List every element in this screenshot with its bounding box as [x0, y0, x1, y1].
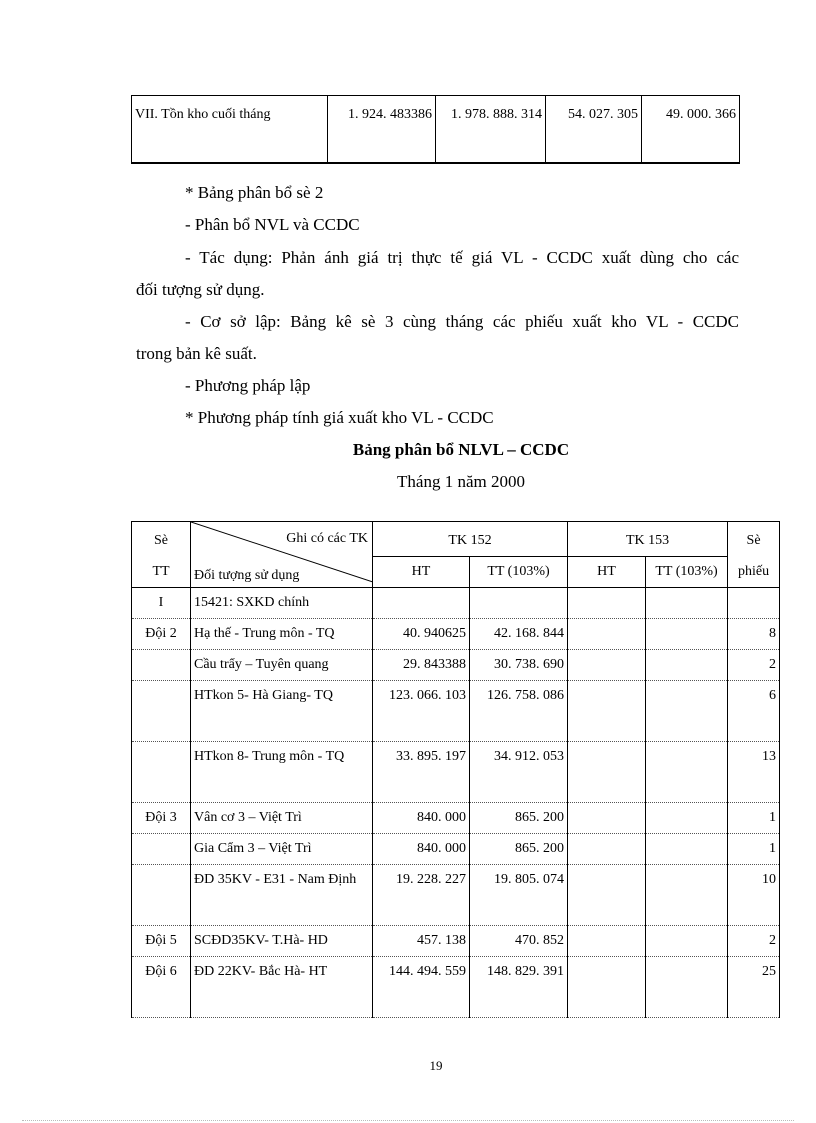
row-ht152: 19. 228. 227 — [373, 865, 470, 926]
row-phieu: 6 — [728, 681, 780, 742]
row-tt153 — [646, 650, 728, 681]
row-name: Hạ thế - Trung môn - TQ — [191, 619, 373, 650]
row-ht152: 33. 895. 197 — [373, 742, 470, 803]
row-tt153 — [646, 957, 728, 1018]
row-ht153 — [568, 926, 646, 957]
paragraph: * Phương pháp tính giá xuất kho VL - CCDC — [185, 408, 494, 427]
row-tt152: 470. 852 — [470, 926, 568, 957]
table-row — [132, 742, 780, 803]
header-cell: Sè — [728, 522, 780, 557]
row-ht153 — [568, 834, 646, 865]
row-ht153 — [568, 803, 646, 834]
row-stt: Đội 2 — [132, 619, 191, 650]
row-tt152: 42. 168. 844 — [470, 619, 568, 650]
row-ht152: 144. 494. 559 — [373, 957, 470, 1018]
table-cell: VII. Tồn kho cuối tháng — [132, 96, 328, 164]
row-ht153 — [568, 650, 646, 681]
closing-inventory-table — [131, 95, 740, 164]
row-tt153 — [646, 834, 728, 865]
table-row — [132, 834, 780, 865]
row-ht152: 840. 000 — [373, 803, 470, 834]
header-cell: TT (103%) — [470, 557, 568, 588]
diagonal-header-cell — [191, 522, 373, 588]
paragraph: - Phân bổ NVL và CCDC — [185, 215, 360, 234]
row-tt152: 865. 200 — [470, 834, 568, 865]
row-ht152: 840. 000 — [373, 834, 470, 865]
paragraph: - Phương pháp lập — [185, 376, 311, 395]
row-ht153 — [568, 957, 646, 1018]
table-row — [132, 926, 780, 957]
table-cell: 49. 000. 366 — [642, 96, 740, 164]
row-name: ĐD 35KV - E31 - Nam Định — [191, 865, 373, 926]
header-cell: TT (103%) — [646, 557, 728, 588]
row-ht153 — [568, 742, 646, 803]
row-ht152: 40. 940625 — [373, 619, 470, 650]
row-ht152: 457. 138 — [373, 926, 470, 957]
table-row — [132, 588, 780, 619]
row-phieu: 2 — [728, 650, 780, 681]
paragraph: - Tác dụng: Phản ánh giá trị thực tế giá VL - CCDC xuất dùng cho các — [185, 248, 739, 267]
row-name: HTkon 5- Hà Giang- TQ — [191, 681, 373, 742]
table-row — [132, 681, 780, 742]
row-ht153 — [568, 865, 646, 926]
header-cell: Sè — [132, 522, 191, 557]
row-tt153 — [646, 619, 728, 650]
allocation-table — [131, 521, 780, 1018]
row-ht152: 29. 843388 — [373, 650, 470, 681]
table-row — [132, 650, 780, 681]
table-row — [132, 865, 780, 926]
header-cell: HT — [373, 557, 470, 588]
row-phieu: 1 — [728, 834, 780, 865]
row-phieu: 2 — [728, 926, 780, 957]
row-tt152 — [470, 588, 568, 619]
row-tt153 — [646, 926, 728, 957]
header-cell: TT — [132, 557, 191, 588]
row-phieu — [728, 588, 780, 619]
row-stt: Đội 6 — [132, 957, 191, 1018]
row-tt153 — [646, 588, 728, 619]
paragraph: trong bản kê suất. — [136, 344, 257, 363]
table-row — [132, 96, 740, 164]
table-subtitle: Tháng 1 năm 2000 — [397, 472, 525, 491]
row-tt153 — [646, 865, 728, 926]
header-cell: phiếu — [728, 557, 780, 588]
table-title: Bảng phân bổ NLVL – CCDC — [352, 440, 570, 459]
row-tt152: 148. 829. 391 — [470, 957, 568, 1018]
row-tt153 — [646, 803, 728, 834]
table-cell: 54. 027. 305 — [546, 96, 642, 164]
row-phieu: 8 — [728, 619, 780, 650]
paragraph: * Bảng phân bổ sè 2 — [185, 183, 324, 202]
row-stt — [132, 742, 191, 803]
header-usage-object: Đối tượng sử dụng — [194, 568, 300, 583]
row-tt152: 19. 805. 074 — [470, 865, 568, 926]
paragraph: - Cơ sở lập: Bảng kê sè 3 cùng tháng các phiếu xuất kho VL - CCDC — [185, 312, 739, 331]
row-stt: Đội 5 — [132, 926, 191, 957]
row-name: Cầu trẩy – Tuyên quang — [191, 650, 373, 681]
row-tt152: 30. 738. 690 — [470, 650, 568, 681]
table-cell: 1. 924. 483386 — [328, 96, 436, 164]
paragraph: đối tượng sử dụng. — [136, 280, 265, 299]
row-name: Vân cơ 3 – Việt Trì — [191, 803, 373, 834]
row-stt — [132, 681, 191, 742]
row-stt — [132, 650, 191, 681]
row-name: HTkon 8- Trung môn - TQ — [191, 742, 373, 803]
row-ht153 — [568, 588, 646, 619]
header-tk152: TK 152 — [373, 522, 568, 557]
row-phieu: 25 — [728, 957, 780, 1018]
row-tt152: 34. 912. 053 — [470, 742, 568, 803]
row-ht152: 123. 066. 103 — [373, 681, 470, 742]
row-phieu: 10 — [728, 865, 780, 926]
table-row — [132, 957, 780, 1018]
row-tt153 — [646, 742, 728, 803]
row-stt: I — [132, 588, 191, 619]
table-row — [132, 803, 780, 834]
header-cell: HT — [568, 557, 646, 588]
table-row — [132, 619, 780, 650]
row-name: Gia Cẩm 3 – Việt Trì — [191, 834, 373, 865]
header-credit-accounts: Ghi có các TK — [286, 531, 368, 546]
row-ht153 — [568, 681, 646, 742]
row-phieu: 1 — [728, 803, 780, 834]
page-number: 19 — [429, 1058, 443, 1073]
table-cell: 1. 978. 888. 314 — [436, 96, 546, 164]
row-tt153 — [646, 681, 728, 742]
row-tt152: 126. 758. 086 — [470, 681, 568, 742]
row-name: 15421: SXKD chính — [191, 588, 373, 619]
header-row — [132, 522, 780, 557]
header-tk153: TK 153 — [568, 522, 728, 557]
row-stt — [132, 834, 191, 865]
row-name: ĐD 22KV- Bắc Hà- HT — [191, 957, 373, 1018]
page-bottom-divider — [22, 1120, 794, 1121]
row-ht153 — [568, 619, 646, 650]
row-stt: Đội 3 — [132, 803, 191, 834]
row-ht152 — [373, 588, 470, 619]
row-tt152: 865. 200 — [470, 803, 568, 834]
row-phieu: 13 — [728, 742, 780, 803]
row-name: SCĐD35KV- T.Hà- HD — [191, 926, 373, 957]
row-stt — [132, 865, 191, 926]
